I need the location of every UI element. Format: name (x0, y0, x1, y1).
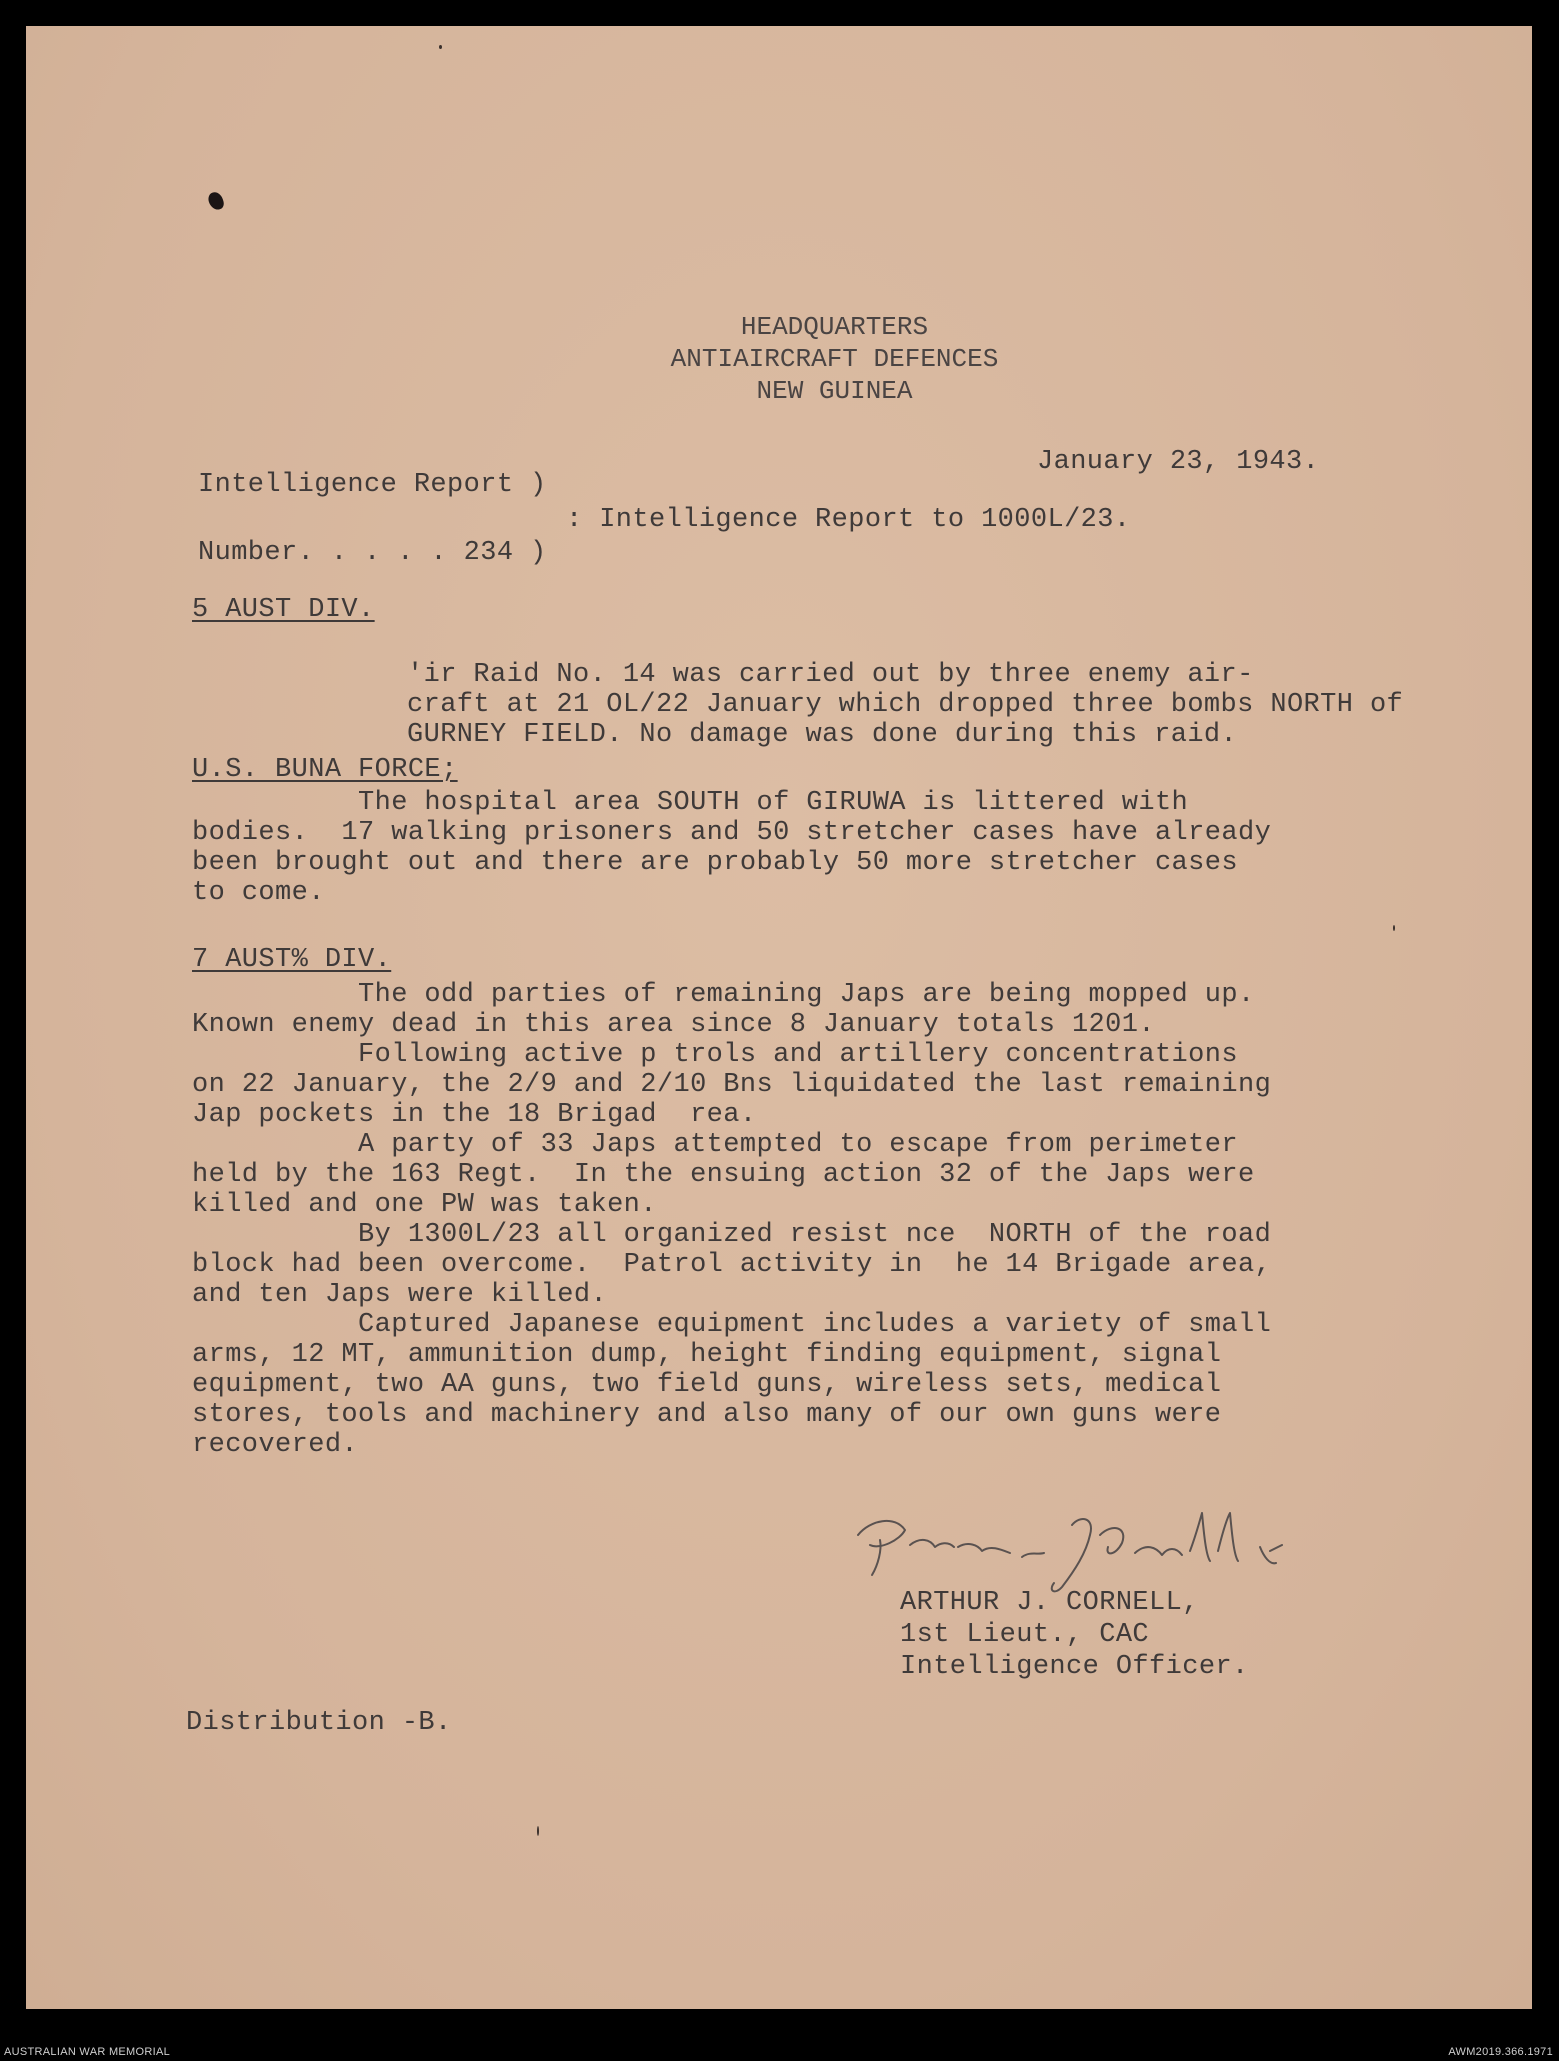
footer-left: AUSTRALIAN WAR MEMORIAL (4, 2046, 171, 2058)
paper-speck (1393, 925, 1395, 931)
letterhead-line-3: NEW GUINEA (756, 376, 913, 406)
section-heading-7-aust-div: 7 AUST% DIV. (192, 945, 392, 975)
footer-right: AWM2019.366.1971 (1448, 2046, 1553, 2058)
letterhead-line-2: ANTIAIRCRAFT DEFENCES (670, 344, 999, 374)
paper-speck (537, 1826, 539, 1836)
section-body-7-aust-div: The odd parties of remaining Japs are being mopped up. Known enemy dead in this area since 8 January totals 1201. Following active p trols and artillery concentrations on 22 January, the 2/9 and 2/10 Bns liquidated the last remaining Jap pockets in the 18 Brigad rea. A party of 33 Japs attempted to escape from perimeter held by the 163 Regt. In the ensuing action 32 of the Japs were killed and one PW was taken. By 1300L/23 all organized resist nce NORTH of the road block had been overcome. Patrol activity in he 14 Brigade area, and ten Japs were killed. Captured Japanese equipment includes a variety of small arms, 12 MT, ammunition dump, height finding equipment, signal equipment, two AA guns, two field guns, wireless sets, medical stores, tools and machinery and also many of our own guns were recovered. (192, 980, 1272, 1460)
section-body-us-buna-force: The hospital area SOUTH of GIRUWA is littered with bodies. 17 walking prisoners and 50 stretcher cases have already been brought out and there are probably 50 more stretcher cases to come. (192, 788, 1272, 908)
signatory-title: Intelligence Officer. (900, 1652, 1249, 1682)
paper-speck (439, 45, 442, 49)
report-label: Intelligence Report ) (198, 470, 547, 500)
section-heading-5-aust-div: 5 AUST DIV. (192, 595, 375, 625)
document-date: January 23, 1943. (1037, 447, 1320, 477)
report-subject: : Intelligence Report to 1000L/23. (566, 505, 1131, 535)
report-number: Number. . . . . 234 ) (198, 538, 547, 568)
section-body-text: 'ir Raid No. 14 was carried out by three enemy air- craft at 21 OL/22 January which dropped three bombs NORTH of GURNEY FIELD. No damage was done during this raid. (407, 660, 1404, 750)
section-heading-us-buna-force: U.S. BUNA FORCE; (192, 755, 458, 785)
letterhead-line-1: HEADQUARTERS (740, 312, 929, 342)
punch-hole (207, 190, 226, 211)
signatory-rank: 1st Lieut., CAC (900, 1620, 1150, 1650)
distribution-line: Distribution -B. (186, 1708, 452, 1738)
signatory-name: ARTHUR J. CORNELL, (900, 1588, 1199, 1618)
